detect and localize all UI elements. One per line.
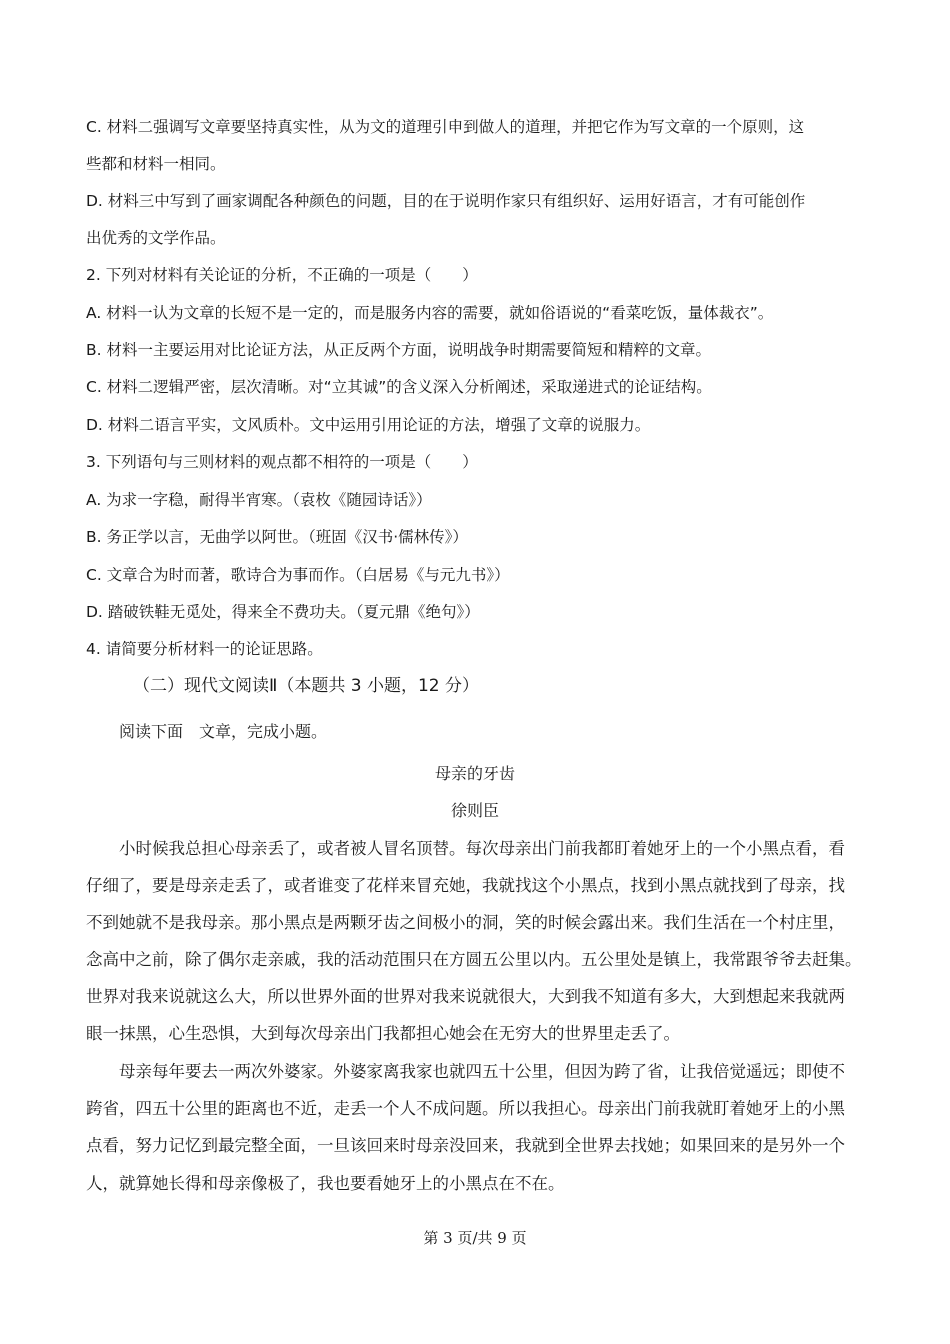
- article-paragraph-line: 世界对我来说就这么大，所以世界外面的世界对我来说就很大，大到我不知道有多大，大到想起来我就两: [86, 987, 845, 1006]
- q1-option-c-line1: C. 材料二强调写文章要坚持真实性，从为文的道理引申到做人的道理，并把它作为写文章的一个原则，这: [86, 118, 805, 136]
- page-number: 第 3 页/共 9 页: [423, 1229, 527, 1247]
- q3-option-b: B. 务正学以言，无曲学以阿世。（班固《汉书·儒林传》）: [86, 528, 468, 546]
- article-paragraph-line: 眼一抹黑，心生恐惧，大到每次母亲出门我都担心她会在无穷大的世界里走丢了。: [86, 1024, 680, 1043]
- q3-stem: 3. 下列语句与三则材料的观点都不相符的一项是（ ）: [86, 453, 478, 471]
- article-paragraph-line: 仔细了，要是母亲走丢了，或者谁变了花样来冒充她，我就找这个小黑点，找到小黑点就找到了母亲，找: [86, 876, 845, 895]
- reading-instruction: 阅读下面 文章，完成小题。: [119, 722, 328, 741]
- q2-option-d: D. 材料二语言平实，文风质朴。文中运用引用论证的方法，增强了文章的说服力。: [86, 416, 651, 434]
- q2-option-a: A. 材料一认为文章的长短不是一定的，而是服务内容的需要，就如俗语说的“看菜吃饭，量体裁衣”。: [86, 304, 774, 322]
- article-title: 母亲的牙齿: [434, 764, 515, 783]
- q2-option-c: C. 材料二逻辑严密，层次清晰。对“立其诚”的含义深入分析阐述，采取递进式的论证结构。: [86, 378, 712, 396]
- article-paragraph-line: 母亲每年要去一两次外婆家。外婆家离我家也就四五十公里，但因为跨了省，让我倍觉遥远；即使不: [119, 1062, 845, 1081]
- article-paragraph-line: 点看，努力记忆到最完整全面，一旦该回来时母亲没回来，我就到全世界去找她；如果回来的是另外一个: [86, 1136, 845, 1155]
- section-heading: （二）现代文阅读Ⅱ（本题共 3 小题，12 分）: [133, 676, 480, 696]
- q3-option-d: D. 踏破铁鞋无觅处，得来全不费功夫。（夏元鼎《绝句》）: [86, 603, 480, 621]
- q1-option-d-line2: 出优秀的文学作品。: [86, 229, 226, 247]
- article-paragraph-line: 跨省，四五十公里的距离也不近，走丢一个人不成问题。所以我担心。母亲出门前我就盯着她牙上的小黑: [86, 1099, 845, 1118]
- q1-option-c-line2: 些都和材料一相同。: [86, 155, 226, 173]
- q3-option-a: A. 为求一字稳，耐得半宵寒。（袁枚《随园诗话》）: [86, 491, 432, 509]
- article-paragraph-line: 不到她就不是我母亲。那小黑点是两颗牙齿之间极小的洞，笑的时候会露出来。我们生活在一个村庄里，: [86, 913, 845, 932]
- q4-stem: 4. 请简要分析材料一的论证思路。: [86, 640, 323, 658]
- article-author: 徐则臣: [450, 801, 499, 820]
- article-paragraph-line: 人，就算她长得和母亲像极了，我也要看她牙上的小黑点在不在。: [86, 1174, 565, 1193]
- article-paragraph-line: 念高中之前，除了偶尔走亲戚，我的活动范围只在方圆五公里以内。五公里处是镇上，我常跟爷爷去赶集。: [86, 950, 862, 969]
- q1-option-d-line1: D. 材料三中写到了画家调配各种颜色的问题，目的在于说明作家只有组织好、运用好语言，才有可能创作: [86, 192, 806, 210]
- q2-option-b: B. 材料一主要运用对比论证方法，从正反两个方面，说明战争时期需要简短和精粹的文章。: [86, 341, 711, 359]
- q2-stem: 2. 下列对材料有关论证的分析，不正确的一项是（ ）: [86, 266, 478, 284]
- article-paragraph-line: 小时候我总担心母亲丢了，或者被人冒名顶替。每次母亲出门前我都盯着她牙上的一个小黑点看，看: [119, 839, 845, 858]
- q3-option-c: C. 文章合为时而著，歌诗合为事而作。（白居易《与元九书》）: [86, 566, 510, 584]
